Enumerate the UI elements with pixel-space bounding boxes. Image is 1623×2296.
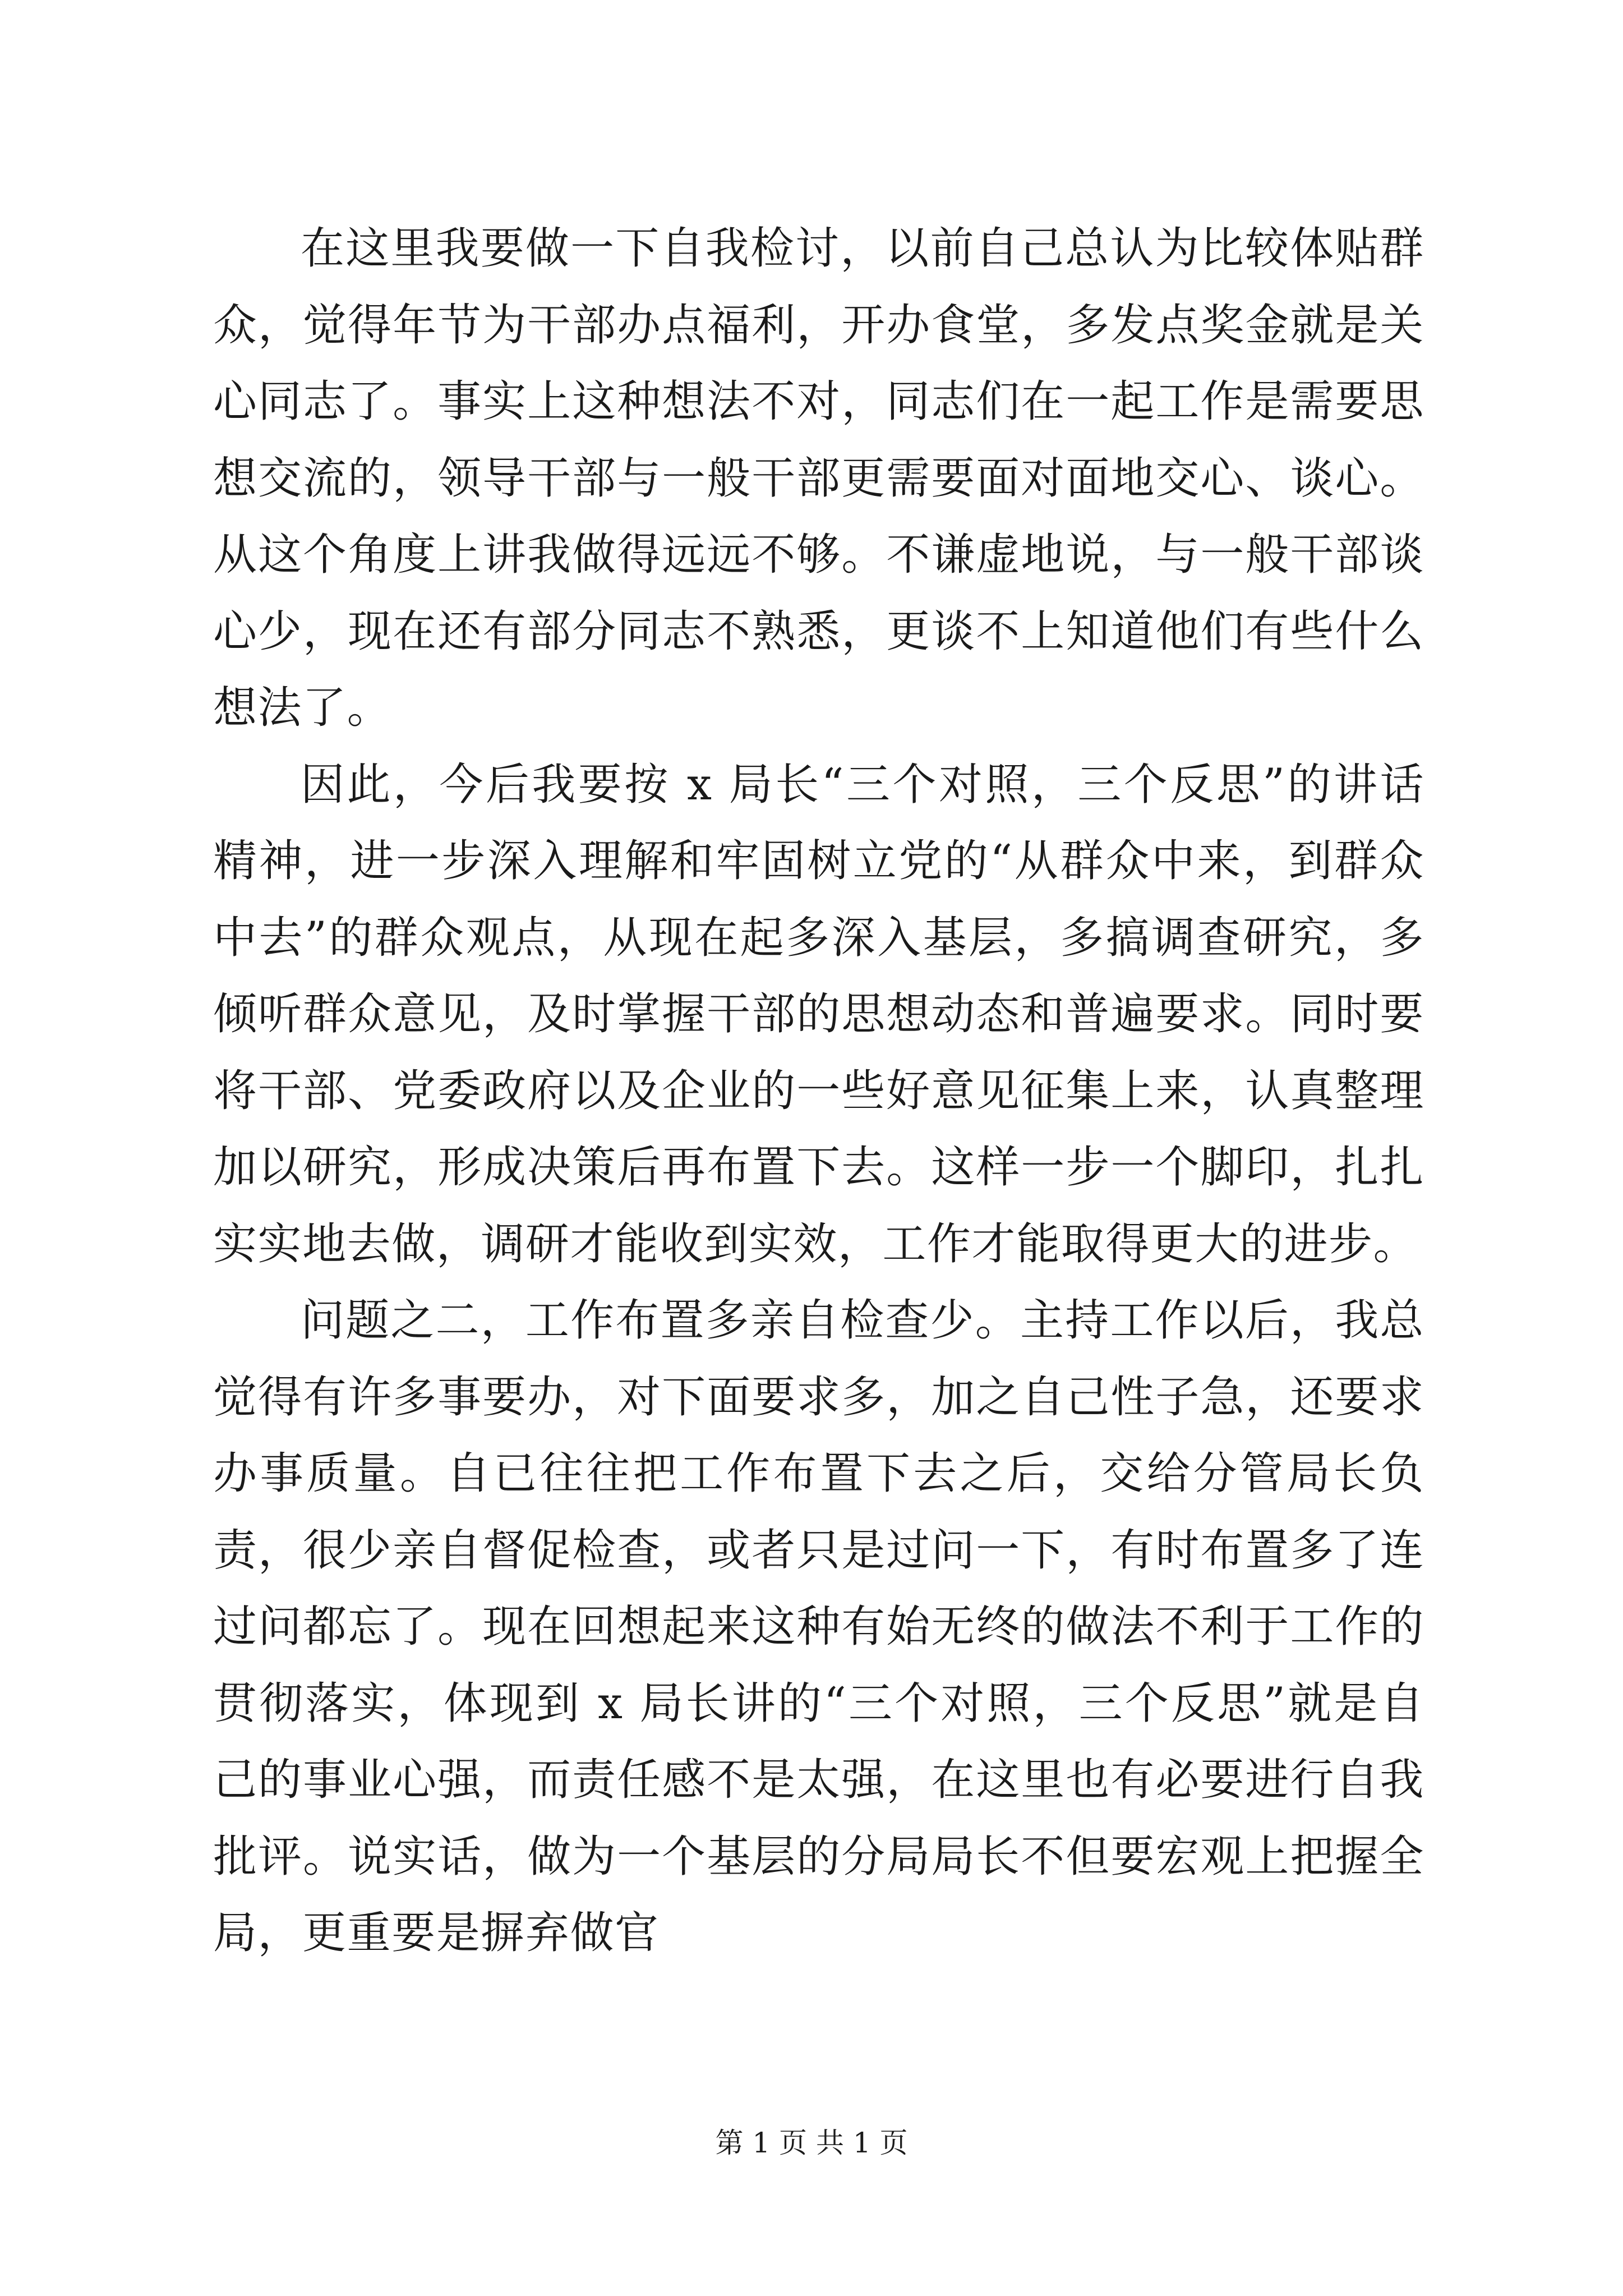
document-body — [213, 210, 1424, 1972]
paragraph-2: 因此，今后我要按 x 局长“三个对照，三个反思”的讲话精神，进一步深入理解和牢固树立党的“从群众中来，到群众中去”的群众观点，从现在起多深入基层，多搞调查研究，多倾听群众意见，及时掌握干部的思想动态和普遍要求。同时要将干部、党委政府以及企业的一些好意见征集上来，认真整理加以研究，形成决策后再布置下去。这样一步一个脚印，扎扎实实地去做，调研才能收到实效，工作才能取得更大的进步。 — [213, 759, 1424, 1269]
paragraph-3: 问题之二，工作布置多亲自检查少。主持工作以后，我总觉得有许多事要办，对下面要求多，加之自己性子急，还要求办事质量。自已往往把工作布置下去之后，交给分管局长负责，很少亲自督促检查，或者只是过问一下，有时布置多了连过问都忘了。现在回想起来这种有始无终的做法不利于工作的贯彻落实，体现到 x 局长讲的“三个对照，三个反思”就是自己的事业心强，而责任感不是太强，在这里也有必要进行自我批评。说实话，做为一个基层的分局局长不但要宏观上把握全局，更重要是摒弃做官 — [213, 1295, 1424, 1958]
paragraph-1: 在这里我要做一下自我检讨，以前自己总认为比较体贴群众，觉得年节为干部办点福利，开办食堂，多发点奖金就是关心同志了。事实上这种想法不对，同志们在一起工作是需要思想交流的，领导干部与一般干部更需要面对面地交心、谈心。从这个角度上讲我做得远远不够。不谦虚地说，与一般干部谈心少，现在还有部分同志不熟悉，更谈不上知道他们有些什么想法了。 — [213, 223, 1424, 733]
page-footer: 第 1 页 共 1 页 — [715, 2127, 908, 2159]
